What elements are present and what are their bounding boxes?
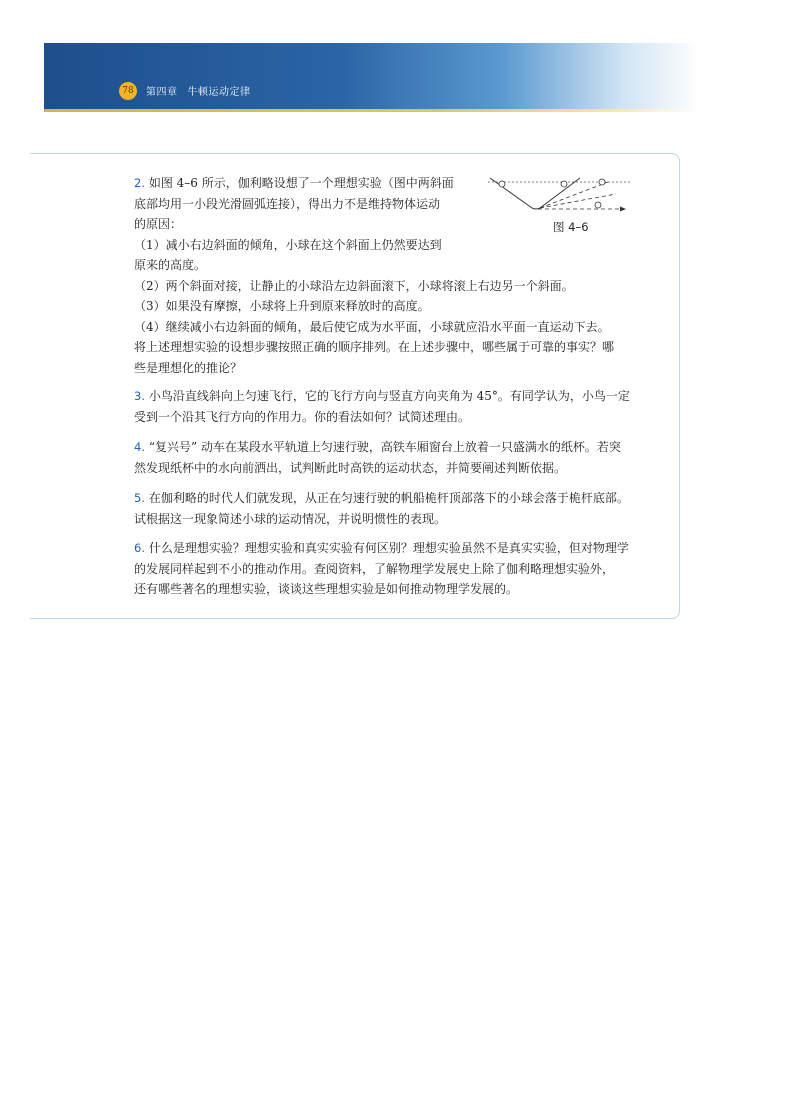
chapter-number: 第四章 [146,87,178,98]
header-band [44,43,700,109]
question-number: 6. [134,541,145,555]
ball-right [561,181,567,187]
question-text-line: 原来的高度。 [134,258,207,272]
question-text-line: （2）两个斜面对接，让静止的小球沿左边斜面滚下，小球将滚上右边另一个斜面。 [134,278,574,293]
page-number: 78 [119,82,137,100]
question-text-line: （4）继续减小右边斜面的倾角，最后使它成为水平面，小球就应沿水平面一直运动下去。 [134,319,610,334]
chapter-heading [146,83,261,98]
question-text-line: 将上述理想实验的设想步骤按照正确的顺序排列。在上述步骤中，哪些属于可靠的事实？哪 [134,340,615,354]
reduced-incline-2 [540,194,616,208]
figure-caption: 图 4–6 [553,220,589,234]
question-text-line: 什么是理想实验？理想实验和真实实验有何区别？理想实验虽然不是真实实验，但对物理学 [148,541,629,555]
chapter-title: 牛顿运动定律 [187,87,251,98]
ball-horizontal [595,202,601,208]
question-text-line: 如图 4–6 所示，伽利略设想了一个理想实验（图中两斜面 [148,176,454,190]
question-number: 4. [134,440,145,454]
question-text-line: 些是理想化的推论？ [134,360,243,375]
arrow-icon [620,207,626,212]
question-3 [134,386,630,427]
question-text-line: （3）如果没有摩擦，小球将上升到原来释放时的高度。 [134,299,430,313]
question-text-line: 受到一个沿其飞行方向的作用力。你的看法如何？试简述理由。 [134,409,471,424]
header-rule [44,109,700,112]
inclined-plane-figure [488,172,630,216]
question-text-line: 然发现纸杯中的水向前洒出，试判断此时高铁的运动状态，并简要阐述判断依据。 [134,460,567,475]
question-text-line: “复兴号” 动车在某段水平轨道上匀速行驶，高铁车厢窗台上放着一只盛满水的纸杯。若突 [148,440,621,454]
question-number: 3. [134,389,145,403]
question-number: 2. [134,176,145,190]
question-number: 5. [134,491,145,505]
question-6 [134,538,629,600]
question-text-line: 底部均用一小段光滑圆弧连接），得出力不是维持物体运动 [134,196,441,211]
question-text-line: 的发展同样起到不小的推动作用。查阅资料，了解物理学发展史上除了伽利略理想实验外， [134,561,615,576]
ball-incline [599,179,605,185]
question-text-line: 小鸟沿直线斜向上匀速飞行，它的飞行方向与竖直方向夹角为 45°。有同学认为，小鸟一定 [148,389,630,403]
question-text-line: 的原因： [134,217,183,231]
question-text-line: 还有哪些著名的理想实验，谈谈这些理想实验是如何推动物理学发展的。 [134,582,519,596]
ball-left [499,181,505,187]
question-text-line: 在伽利略的时代人们就发现，从正在匀速行驶的帆船桅杆顶部落下的小球会落于桅杆底部。 [148,491,629,505]
question-5 [134,488,629,529]
question-text-line: 试根据这一现象简述小球的运动情况，并说明惯性的表现。 [134,511,447,526]
question-text-line: （1）减小右边斜面的倾角，小球在这个斜面上仍然要达到 [134,237,442,252]
question-4 [134,437,621,478]
